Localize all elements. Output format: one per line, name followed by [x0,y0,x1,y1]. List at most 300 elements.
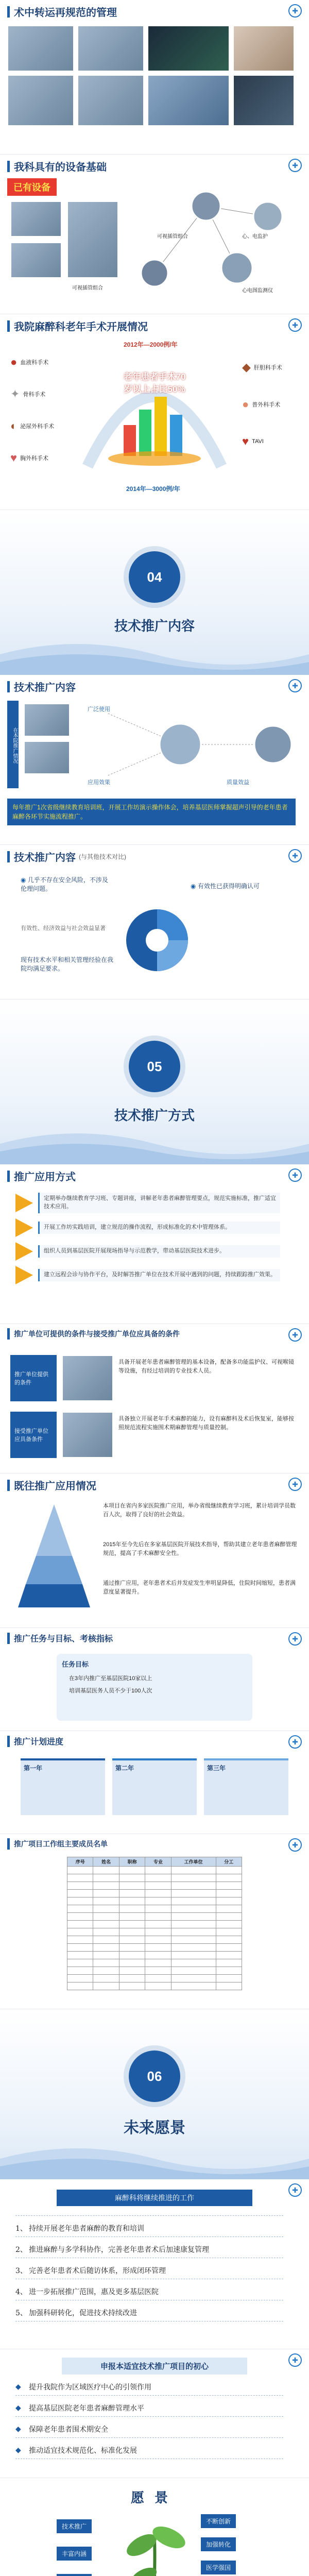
bubble-benefit-text: 有效性已获得明确认可 [197,883,260,890]
hospital-logo-icon: ✚ [288,159,302,172]
photo-equipment-a [62,1355,113,1401]
slide-original-intent [0,2349,309,2478]
table-cell [67,1921,93,1928]
table-cell [93,1928,119,1936]
photo-monitor-screen [147,25,230,72]
list-text: 保障老年患者围术期安全 [29,2426,108,2434]
arc-illustration [77,348,232,482]
photo-operating-room-1 [7,25,74,72]
schedule-year-label: 第三年 [207,1765,226,1772]
table-cell [216,1913,242,1921]
table-cell [171,1905,216,1913]
vision-right-item: 加强转化 [201,2537,236,2551]
check-icon: ◉ [21,876,28,884]
bubble-safety [21,876,113,894]
sprout-illustration [124,2509,185,2576]
table-cell [171,1882,216,1890]
hospital-usage-label: 在本院推广情况 [7,701,19,788]
vision-right-item: 不断创新 [201,2514,236,2528]
step-arrow-icon [15,1242,33,1261]
hospital-logo-icon: ✚ [288,1735,302,1749]
table-cell [171,1897,216,1905]
schedule-year [204,1758,288,1815]
list-number: 3、 [15,2267,27,2275]
divider [15,2416,283,2417]
vision-left-item: 技术推广 [57,2519,92,2533]
promotion-flow-diagram [77,703,299,786]
schedule-year-label: 第二年 [115,1765,134,1772]
pyramid-illustration [15,1499,93,1613]
section-divider-06 [0,2009,309,2179]
table-cell [67,1897,93,1905]
table-cell [145,1967,171,1975]
slide-equipment-base [0,155,309,314]
slide-transport-management [0,0,309,155]
table-cell [119,1921,145,1928]
list-text: 加强科研转化，促进技术持续改进 [29,2309,137,2317]
slide-past-application [0,1473,309,1628]
table-cell [93,1921,119,1928]
hospital-logo-icon: ✚ [288,318,302,332]
node-label-ecg-device: 心电图监测仪 [242,288,273,294]
method-step-text: 建立远程会诊与协作平台，及时解答推广单位在技术开展中遇到的问题，持续跟踪推广效果。 [38,1269,280,1281]
table-cell [145,1913,171,1921]
table-header-cell: 工作单位 [171,1857,216,1867]
method-step-text: 定期举办继续教育学习班、专题讲座，讲解老年患者麻醉管理要点，规范实施标准，推广适宜技术应用。 [38,1193,280,1213]
table-cell [171,1913,216,1921]
right-specialties [242,361,282,448]
organ-kidney-icon: ◐ [10,419,18,432]
provider-conditions-label: 推广单位提供的条件 [10,1355,57,1401]
photo-clinical-1 [24,703,70,737]
diamond-icon: ◆ [15,2383,21,2391]
title-accent-bar [7,1633,10,1644]
table-cell [119,1890,145,1897]
table-cell [216,1874,242,1882]
slide-tech-content [0,675,309,845]
list-item [15,2286,309,2297]
table-cell [119,1936,145,1944]
list-item [15,2403,309,2413]
bubble-safety-text: 几乎不存在安全风险，不涉及伦理问题。 [21,876,108,893]
table-cell [216,1882,242,1890]
table-cell [67,1982,93,1990]
specialty-label: 骨科手术 [23,392,46,398]
stat-2012: 2012年—2000例/年 [124,341,178,348]
photo-equipment-1 [10,201,62,237]
table-header-row [67,1857,242,1867]
table-row [67,1952,242,1959]
table-cell [67,1975,93,1982]
title-accent-bar [7,6,10,18]
table-cell [67,1967,93,1975]
table-cell [145,1975,171,1982]
table-cell [93,1982,119,1990]
table-cell [93,1936,119,1944]
past-application-para2: 2015年至今先后在多家基层医院开展技术指导，帮助其建立老年患者麻醉管理规范，提高了手术麻醉安全性。 [103,1541,297,1557]
table-cell [145,1905,171,1913]
hospital-logo-icon: ✚ [288,2183,302,2197]
check-icon: ◉ [191,883,198,890]
table-row [67,1913,242,1921]
table-cell [93,1959,119,1967]
list-item [15,2223,309,2233]
table-cell [171,1867,216,1874]
table-cell [67,1959,93,1967]
photo-staff-portrait [233,25,295,72]
method-step [15,1266,309,1284]
vision-right-list [201,2514,236,2576]
title-accent-bar [7,1328,10,1340]
slide-title: 我院麻醉科老年手术开展情况 [14,321,148,333]
table-cell [171,1936,216,1944]
photo-clinical-2 [24,741,70,774]
hospital-logo-icon: ✚ [288,1632,302,1646]
table-row [67,1867,242,1874]
table-cell [145,1952,171,1959]
list-number: 2、 [15,2246,27,2254]
list-item [15,2424,309,2434]
section-divider-04 [0,510,309,675]
table-cell [216,1975,242,1982]
slide-title: 推广单位可提供的条件与接受推广单位应具备的条件 [14,1330,180,1338]
slide-tech-comparison [0,845,309,999]
slide-title: 既往推广应用情况 [14,1481,96,1492]
slide-title: 术中转运再规范的管理 [14,7,117,19]
diamond-icon: ◆ [15,2404,21,2412]
divider [15,2215,283,2216]
node-label-intubation: 可视插管组合 [157,234,188,240]
node-label-ecg-monitor: 心、电监护 [242,234,268,240]
table-header-cell: 专业 [145,1857,171,1867]
list-number: 1、 [15,2225,27,2233]
section-number: 06 [129,2050,180,2102]
table-cell [145,1936,171,1944]
table-header-cell: 姓名 [93,1857,119,1867]
section-title: 技术推广内容 [114,618,195,634]
table-cell [171,1982,216,1990]
list-item [15,2244,309,2255]
table-cell [67,1874,93,1882]
slide-title: 推广计划进度 [14,1738,64,1747]
slide-title: 推广项目工作组主要成员名单 [14,1840,108,1848]
table-cell [67,1890,93,1897]
table-cell [67,1928,93,1936]
table-row [67,1921,242,1928]
bubble-economic: 有效性、经济效益与社会效益显著 [21,925,106,931]
table-cell [171,1944,216,1952]
specialty-label: 泌尿外科手术 [20,423,55,430]
table-row [67,1882,242,1890]
receiver-conditions-label: 接受推广单位应具备条件 [10,1412,57,1458]
table-header-cell: 职称 [119,1857,145,1867]
bubble-benefit [191,882,294,891]
table-cell [119,1882,145,1890]
table-cell [216,1959,242,1967]
table-cell [67,1936,93,1944]
table-cell [119,1967,145,1975]
table-cell [145,1928,171,1936]
table-cell [145,1982,171,1990]
method-step [15,1218,309,1237]
schedule-year [21,1758,105,1815]
table-cell [145,1897,171,1905]
table-cell [216,1867,242,1874]
photo-staff-team [147,75,230,126]
vision-right-item: 医学强国 [201,2561,236,2574]
table-cell [216,1982,242,1990]
photo-operating-room-2 [77,25,144,72]
task-goal-item: 在3年内推广至基层医院10家以上 [69,1675,152,1682]
task-goal-title: 任务目标 [62,1660,89,1668]
slide-future-work [0,2179,309,2349]
annual-training-text: 每年推广1次省级继续教育培训班，开展工作坊演示操作体会，培养基层医师掌握超声引导的老年患者麻醉各环节实施流程推广。 [7,799,296,825]
table-cell [67,1944,93,1952]
table-cell [145,1921,171,1928]
table-row [67,1890,242,1897]
table-cell [93,1882,119,1890]
table-cell [67,1867,93,1874]
organ-blood-icon: ● [10,355,18,368]
list-item [15,2308,309,2318]
section-number: 05 [129,1041,180,1092]
table-cell [119,1952,145,1959]
node-quality: 质量效益 [227,779,249,786]
list-item [15,2445,309,2455]
organ-heart-icon: ♥ [242,435,249,448]
table-cell [216,1905,242,1913]
table-cell [93,1890,119,1897]
table-cell [171,1874,216,1882]
title-accent-bar [7,320,10,332]
schedule-year-label: 第一年 [24,1765,43,1772]
table-row [67,1897,242,1905]
table-cell [145,1944,171,1952]
diamond-icon: ◆ [15,2446,21,2454]
organ-liver-icon: ◆ [242,361,251,374]
list-text: 持续开展老年患者麻醉的教育和培训 [29,2225,144,2233]
slide-application-methods [0,1164,309,1324]
table-cell [119,1867,145,1874]
table-cell [119,1982,145,1990]
slide-title: 推广应用方式 [14,1172,76,1183]
slide-title: 技术推广内容 [14,682,76,693]
table-cell [119,1905,145,1913]
section-number: 04 [129,551,180,603]
table-cell [67,1905,93,1913]
table-cell [145,1874,171,1882]
section-divider-05 [0,999,309,1164]
table-cell [171,1952,216,1959]
specialty-label: 肝胆科手术 [253,365,282,371]
task-goal-item: 培训基层医务人员不少于100人次 [69,1688,152,1694]
table-cell [216,1967,242,1975]
photo-transport-bed [77,75,144,126]
photo-equipment-2 [10,242,62,278]
table-cell [216,1890,242,1897]
table-cell [171,1967,216,1975]
table-cell [93,1967,119,1975]
specialty-label: TAVI [252,438,264,445]
organ-bone-icon: ✦ [10,387,20,400]
table-cell [119,1944,145,1952]
receiver-conditions-text: 具备独立开展老年手术麻醉的能力，设有麻醉科及术后恢复室，能够按照规范流程实施围术期麻醉管理与质量控制。 [118,1416,294,1431]
table-cell [67,1952,93,1959]
method-step-text: 组织人员到基层医院开展现场指导与示范教学，带动基层医院技术进步。 [38,1245,280,1258]
table-cell [171,1959,216,1967]
list-text: 提高基层医院老年患者麻醉管理水平 [29,2404,144,2413]
table-row [67,1975,242,1982]
table-cell [216,1936,242,1944]
vision-left-item: 丰富内涵 [57,2547,92,2561]
past-application-para1: 本项目在省内多家医院推广应用，举办省级继续教育学习班，累计培训学员数百人次，取得了良好的社会效益。 [103,1503,296,1518]
future-work-header [57,2190,252,2206]
method-step [15,1242,309,1261]
table-cell [145,1882,171,1890]
table-cell [171,1975,216,1982]
table-cell [145,1890,171,1897]
list-item [15,2265,309,2276]
center-geriatric-text: 老年患者手术70岁以上占比50% [123,372,186,394]
device-label: 可视插管组合 [72,285,103,291]
table-cell [93,1913,119,1921]
table-row [67,1874,242,1882]
node-wide-use: 广泛使用 [88,706,110,713]
slide-title: 技术推广内容 [14,852,76,863]
hospital-logo-icon: ✚ [288,1168,302,1182]
table-row [67,1959,242,1967]
table-cell [119,1874,145,1882]
table-cell [93,1952,119,1959]
divider [15,2236,283,2237]
table-cell [67,1882,93,1890]
intent-title: 申报本适宜技术推广项目的初心 [100,2362,209,2371]
organ-lung-icon: ♥ [10,451,18,464]
section-title: 技术推广方式 [114,1108,195,1123]
title-accent-bar [7,161,10,172]
section-title: 未来愿景 [124,2120,185,2137]
table-cell [93,1975,119,1982]
table-cell [119,1928,145,1936]
step-arrow-icon [15,1218,33,1237]
table-row [67,1967,242,1975]
slide-geriatric-surgery [0,314,309,510]
table-row [67,1905,242,1913]
table-row [67,1944,242,1952]
title-accent-bar [7,1838,10,1850]
organ-stomach-icon: ● [242,398,249,411]
table-cell [216,1921,242,1928]
slide-vision-thanks [0,2478,309,2576]
slide-team-members [0,1834,309,2009]
table-cell [119,1959,145,1967]
node-effect: 应用效果 [88,779,110,786]
photo-equipment-b [62,1412,113,1458]
hospital-logo-icon: ✚ [288,1478,302,1491]
table-cell [171,1928,216,1936]
team-table [67,1857,242,1990]
table-cell [216,1952,242,1959]
stat-2014: 2014年—3000例/年 [126,485,180,493]
specialty-label: 普外科手术 [252,402,281,408]
divider [15,2437,283,2438]
slide-subtitle: (与其他技术对比) [79,853,126,860]
slide-title: 我科具有的设备基础 [14,162,107,173]
list-text: 提升我院作为区域医疗中心的引领作用 [29,2383,151,2392]
list-text: 推动适宜技术规范化、标准化发展 [29,2447,137,2455]
list-number: 5、 [15,2309,27,2317]
table-header-cell: 序号 [67,1857,93,1867]
list-text: 推进麻醉与多学科协作，完善老年患者术后加速康复管理 [29,2246,209,2254]
slide-conditions [0,1324,309,1473]
photo-equipment-cart [7,75,74,126]
list-number: 4、 [15,2288,27,2296]
wave-decoration [0,1123,309,1164]
slide-tasks-goals [0,1628,309,1731]
slide-title: 推广任务与目标、考核指标 [14,1635,113,1643]
wave-decoration [0,634,309,675]
table-cell [93,1905,119,1913]
divider [15,2395,283,2396]
vision-title: 愿景 [130,2490,178,2505]
table-cell [93,1944,119,1952]
wave-decoration [0,2138,309,2179]
list-text: 完善老年患者术后随访体系，形成闭环管理 [29,2267,166,2275]
existing-equipment-tag: 已有设备 [7,178,57,196]
title-accent-bar [7,851,10,862]
list-item [15,2382,309,2392]
method-step [15,1193,309,1213]
title-accent-bar [7,1480,10,1491]
hospital-logo-icon: ✚ [288,2353,302,2367]
title-accent-bar [7,681,10,692]
specialty-label: 胸外科手术 [20,455,49,462]
provider-conditions-text: 具备开展老年患者麻醉管理的基本设备，配备多功能监护仪、可视喉镜等设施，有经过培训的专业技术人员。 [118,1359,294,1374]
table-cell [93,1867,119,1874]
table-cell [145,1959,171,1967]
table-cell [119,1897,145,1905]
photo-equipment-3 [67,201,118,278]
vision-left-item [57,2574,92,2576]
list-text: 进一步拓展推广范围，惠及更多基层医院 [29,2288,159,2296]
title-accent-bar [7,1736,10,1747]
slide-schedule [0,1731,309,1834]
table-row [67,1936,242,1944]
table-cell [93,1874,119,1882]
hospital-logo-icon: ✚ [288,1328,302,1342]
hospital-logo-icon: ✚ [288,4,302,18]
table-cell [93,1897,119,1905]
table-row [67,1928,242,1936]
schedule-year [112,1758,197,1815]
table-cell [145,1867,171,1874]
table-row [67,1982,242,1990]
left-specialties [10,355,54,465]
past-application-para3: 通过推广应用，老年患者术后并发症发生率明显降低，住院时间缩短，患者满意度显著提升。 [103,1580,296,1596]
step-arrow-icon [15,1266,33,1284]
table-header-cell: 分工 [216,1857,242,1867]
hospital-logo-icon: ✚ [288,849,302,862]
photo-monitor-device [233,75,295,126]
comparison-pie [118,902,196,979]
method-step-text: 开展工作坊实践培训，建立规范的操作流程，形成标准化的术中管理体系。 [38,1222,280,1234]
hospital-logo-icon: ✚ [288,679,302,692]
title-accent-bar [7,1171,10,1182]
vision-left-list [57,2519,92,2576]
table-cell [171,1890,216,1897]
table-cell [171,1921,216,1928]
bubble-capacity: 现有技术水平和相关管理经验在我院均满足要求。 [21,956,114,973]
